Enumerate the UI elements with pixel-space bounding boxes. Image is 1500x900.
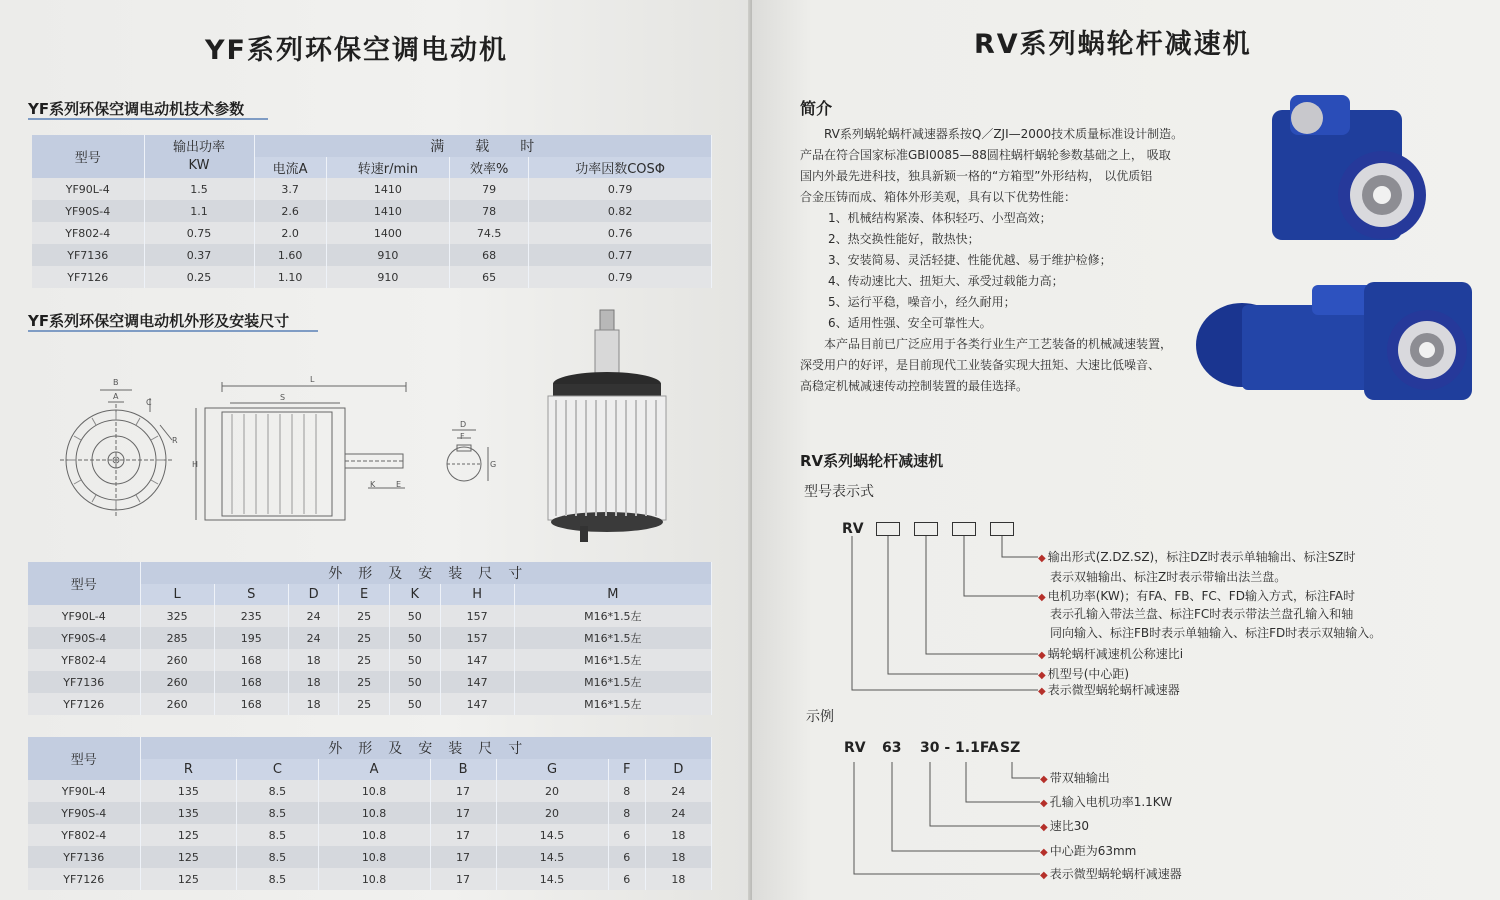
cell: 1.5 bbox=[144, 178, 254, 200]
cell: 125 bbox=[140, 846, 237, 868]
cell: 147 bbox=[440, 649, 514, 671]
label-f: F bbox=[460, 432, 465, 441]
table-row bbox=[28, 824, 712, 846]
cell: 50 bbox=[389, 605, 440, 627]
cell: 1.10 bbox=[254, 266, 326, 288]
diamond-bullet-icon: ◆ bbox=[1038, 686, 1046, 697]
cell: 50 bbox=[389, 671, 440, 693]
cell: 2.6 bbox=[254, 200, 326, 222]
label-a: A bbox=[113, 392, 119, 401]
cell: 8.5 bbox=[237, 780, 318, 802]
cell: 0.37 bbox=[144, 244, 254, 266]
cell: 78 bbox=[450, 200, 529, 222]
cell: 18 bbox=[645, 868, 711, 890]
cell: 168 bbox=[214, 693, 288, 715]
cell: YF7136 bbox=[28, 671, 140, 693]
cell: 2.0 bbox=[254, 222, 326, 244]
diamond-bullet-icon: ◆ bbox=[1038, 670, 1046, 681]
intro-line: 产品在符合国家标准GBI0085—88圆柱蜗杆蜗轮参数基础之上， 吸取 bbox=[800, 148, 1171, 162]
cell: YF802-4 bbox=[32, 222, 144, 244]
cell: 10.8 bbox=[318, 824, 430, 846]
diamond-bullet-icon: ◆ bbox=[1040, 822, 1048, 833]
diamond-bullet-icon: ◆ bbox=[1038, 592, 1046, 603]
cell: YF7126 bbox=[28, 693, 140, 715]
format-label-type bbox=[1038, 681, 1180, 701]
cell: 14.5 bbox=[496, 824, 608, 846]
dims2-col-header: B bbox=[430, 759, 496, 780]
cell: 25 bbox=[339, 693, 390, 715]
tech-power-header-1: 输出功率 bbox=[172, 139, 225, 155]
diamond-bullet-icon: ◆ bbox=[1038, 650, 1046, 661]
cell: YF802-4 bbox=[28, 824, 140, 846]
label-b: B bbox=[113, 378, 119, 387]
dims1-group-header: 外 形 及 安 装 尺 寸 bbox=[140, 562, 712, 584]
cell: 20 bbox=[496, 802, 608, 824]
diamond-bullet-icon: ◆ bbox=[1038, 553, 1046, 564]
dims1-col-header: D bbox=[288, 584, 339, 605]
cell: 17 bbox=[430, 780, 496, 802]
cell: 79 bbox=[450, 178, 529, 200]
cell: 135 bbox=[140, 802, 237, 824]
right-page bbox=[752, 0, 1500, 900]
diamond-bullet-icon: ◆ bbox=[1040, 774, 1048, 785]
cell: 157 bbox=[440, 627, 514, 649]
cell: 50 bbox=[389, 693, 440, 715]
table-row bbox=[28, 780, 712, 802]
label-k: K bbox=[370, 480, 376, 489]
cell: 8 bbox=[608, 780, 645, 802]
cell: 10.8 bbox=[318, 846, 430, 868]
shaft-section-drawing bbox=[447, 430, 488, 481]
dims1-col-header: S bbox=[214, 584, 288, 605]
dims2-col-header: A bbox=[318, 759, 430, 780]
cell: 1410 bbox=[326, 200, 449, 222]
intro-line: 合金压铸而成、箱体外形美观，具有以下优势性能： bbox=[800, 190, 1077, 204]
tech-params-title: YF系列环保空调电动机技术参数 bbox=[28, 100, 245, 118]
label-h: H bbox=[192, 460, 199, 469]
example-label-text: 带双轴输出 bbox=[1049, 771, 1110, 785]
cell: 8.5 bbox=[237, 846, 318, 868]
example-output: SZ bbox=[1000, 740, 1021, 756]
format-label-text: 表示微型蜗轮蜗杆减速器 bbox=[1047, 683, 1180, 697]
cell: 0.25 bbox=[144, 266, 254, 288]
label-d: D bbox=[460, 420, 467, 429]
label-l: L bbox=[310, 375, 315, 384]
cell: YF7126 bbox=[32, 266, 144, 288]
cell: 18 bbox=[288, 693, 339, 715]
tech-sub-header: 转速r/min bbox=[326, 157, 449, 178]
cell: 168 bbox=[214, 671, 288, 693]
cell: 10.8 bbox=[318, 868, 430, 890]
cell: 25 bbox=[339, 627, 390, 649]
cell: 20 bbox=[496, 780, 608, 802]
cell: 0.77 bbox=[529, 244, 712, 266]
tech-sub-header: 电流A bbox=[254, 157, 326, 178]
cell: M16*1.5左 bbox=[514, 649, 711, 671]
format-leader-lines bbox=[752, 0, 1500, 900]
tech-power-header-2: KW bbox=[188, 157, 210, 173]
format-label-output-cont: 表示双轴输出、标注Z时表示带输出法兰盘。 bbox=[1050, 570, 1287, 584]
cell: 260 bbox=[140, 671, 214, 693]
tech-full-load-header: 满 载 时 bbox=[254, 135, 712, 157]
label-g: G bbox=[490, 460, 497, 469]
cell: YF90S-4 bbox=[32, 200, 144, 222]
dims-title: YF系列环保空调电动机外形及安装尺寸 bbox=[28, 312, 290, 330]
cell: 10.8 bbox=[318, 802, 430, 824]
cell: 25 bbox=[339, 605, 390, 627]
table-row bbox=[28, 868, 712, 890]
cell: YF90L-4 bbox=[28, 780, 140, 802]
cell: 1.1 bbox=[144, 200, 254, 222]
table-row bbox=[28, 605, 712, 627]
table-row bbox=[28, 802, 712, 824]
cell: 24 bbox=[645, 780, 711, 802]
dims2-col-header: C bbox=[237, 759, 318, 780]
front-view-drawing bbox=[60, 390, 172, 516]
cell: 18 bbox=[288, 671, 339, 693]
label-e: E bbox=[396, 480, 402, 489]
dims1-col-header: H bbox=[440, 584, 514, 605]
cell: 147 bbox=[440, 671, 514, 693]
label-c: C bbox=[146, 398, 152, 407]
diamond-bullet-icon: ◆ bbox=[1040, 798, 1048, 809]
intro-line: RV系列蜗轮蜗杆减速器系按Q／ZJI—2000技术质量标准设计制造。 bbox=[824, 127, 1184, 141]
dims-table-1 bbox=[28, 562, 712, 715]
cell: 17 bbox=[430, 868, 496, 890]
cell: 0.75 bbox=[144, 222, 254, 244]
format-label-power bbox=[1038, 587, 1355, 607]
cell: 168 bbox=[214, 649, 288, 671]
cell: YF802-4 bbox=[28, 649, 140, 671]
dims2-col-header: F bbox=[608, 759, 645, 780]
cell: 74.5 bbox=[450, 222, 529, 244]
diamond-bullet-icon: ◆ bbox=[1040, 847, 1048, 858]
rv-main-title: RV系列蜗轮杆减速机 bbox=[974, 29, 1252, 60]
format-label-text: 机型号(中心距) bbox=[1047, 667, 1130, 681]
cell: 325 bbox=[140, 605, 214, 627]
yf-main-title: YF系列环保空调电动机 bbox=[205, 35, 508, 66]
rv-section-title: RV系列蜗轮杆减速机 bbox=[800, 452, 944, 470]
cell: 260 bbox=[140, 693, 214, 715]
cell: 135 bbox=[140, 780, 237, 802]
cell: 0.79 bbox=[529, 266, 712, 288]
cell: 8.5 bbox=[237, 868, 318, 890]
cell: 17 bbox=[430, 824, 496, 846]
format-label-power-cont: 表示孔输入带法兰盘、标注FC时表示带法兰盘孔输入和轴 bbox=[1050, 607, 1354, 621]
cell: 1410 bbox=[326, 178, 449, 200]
cell: M16*1.5左 bbox=[514, 605, 711, 627]
tech-sub-header: 效率% bbox=[450, 157, 529, 178]
cell: 0.79 bbox=[529, 178, 712, 200]
cell: 17 bbox=[430, 846, 496, 868]
table-row bbox=[28, 671, 712, 693]
cell: 18 bbox=[645, 824, 711, 846]
format-label-power-cont: 同向输入、标注FB时表示单轴输入、标注FD时表示双轴输入。 bbox=[1050, 626, 1382, 640]
cell: YF90S-4 bbox=[28, 627, 140, 649]
cell: 18 bbox=[645, 846, 711, 868]
format-label-output bbox=[1038, 548, 1356, 568]
cell: 910 bbox=[326, 244, 449, 266]
cell: 0.76 bbox=[529, 222, 712, 244]
dims2-model-header: 型号 bbox=[28, 737, 140, 780]
example-label-text: 速比30 bbox=[1049, 819, 1089, 833]
model-format-title: 型号表示式 bbox=[804, 484, 874, 500]
intro-line: 1、机械结构紧凑、体积轻巧、小型高效； bbox=[828, 211, 1052, 225]
example-title: 示例 bbox=[806, 709, 834, 725]
dims2-col-header: D bbox=[645, 759, 711, 780]
cell: 6 bbox=[608, 824, 645, 846]
cell: 65 bbox=[450, 266, 529, 288]
label-s: S bbox=[280, 393, 286, 402]
dims2-group-header: 外 形 及 安 装 尺 寸 bbox=[140, 737, 712, 759]
cell: M16*1.5左 bbox=[514, 693, 711, 715]
cell: YF90L-4 bbox=[28, 605, 140, 627]
cell: YF90S-4 bbox=[28, 802, 140, 824]
dims1-col-header: K bbox=[389, 584, 440, 605]
example-ratio-power: 30 - 1.1FA bbox=[920, 740, 999, 756]
intro-line: 5、运行平稳，噪音小，经久耐用； bbox=[828, 295, 1016, 309]
format-label-text: 电机功率(KW)；有FA、FB、FC、FD输入方式，标注FA时 bbox=[1047, 589, 1355, 603]
example-label-text: 中心距为63mm bbox=[1049, 844, 1137, 858]
cell: M16*1.5左 bbox=[514, 627, 711, 649]
intro-title: 简介 bbox=[800, 99, 833, 118]
table-row bbox=[28, 846, 712, 868]
table-row bbox=[28, 627, 712, 649]
tech-model-header: 型号 bbox=[32, 135, 144, 178]
intro-line: 4、传动速比大、扭矩大、承受过载能力高； bbox=[828, 274, 1064, 288]
cell: YF90L-4 bbox=[32, 178, 144, 200]
cell: 25 bbox=[339, 671, 390, 693]
example-label-type bbox=[1040, 865, 1182, 885]
dims1-col-header: E bbox=[339, 584, 390, 605]
cell: YF7136 bbox=[28, 846, 140, 868]
intro-line: 6、适用性强、安全可靠性大。 bbox=[828, 316, 992, 330]
cell: 10.8 bbox=[318, 780, 430, 802]
intro-line: 2、热交换性能好，散热快； bbox=[828, 232, 980, 246]
cell: 260 bbox=[140, 649, 214, 671]
cell: 0.82 bbox=[529, 200, 712, 222]
cell: YF7136 bbox=[32, 244, 144, 266]
intro-line: 本产品目前已广泛应用于各类行业生产工艺装备的机械减速装置， bbox=[824, 337, 1173, 351]
intro-line: 深受用户的好评，是目前现代工业装备实现大扭矩、大速比低噪音、 bbox=[800, 358, 1161, 372]
cell: 6 bbox=[608, 868, 645, 890]
intro-line: 国内外最先进科技，独具新颖一格的“方箱型”外形结构， 以优质铝 bbox=[800, 169, 1153, 183]
example-size: 63 bbox=[882, 740, 902, 756]
example-rv: RV bbox=[844, 740, 866, 756]
cell: 125 bbox=[140, 824, 237, 846]
tech-sub-header: 功率因数COSΦ bbox=[529, 157, 712, 178]
example-label-text: 孔输入电机功率1.1KW bbox=[1049, 795, 1173, 809]
label-r: R bbox=[172, 436, 178, 445]
cell: YF7126 bbox=[28, 868, 140, 890]
example-label-power bbox=[1040, 793, 1172, 813]
cell: 17 bbox=[430, 802, 496, 824]
cell: 14.5 bbox=[496, 868, 608, 890]
example-label-ratio bbox=[1040, 817, 1089, 837]
example-label-output bbox=[1040, 769, 1110, 789]
cell: 24 bbox=[645, 802, 711, 824]
cell: 6 bbox=[608, 846, 645, 868]
format-prefix: RV bbox=[842, 521, 864, 537]
cell: 1.60 bbox=[254, 244, 326, 266]
dims1-col-header: L bbox=[140, 584, 214, 605]
cell: 25 bbox=[339, 649, 390, 671]
cell: 195 bbox=[214, 627, 288, 649]
format-label-ratio bbox=[1038, 645, 1183, 665]
cell: 147 bbox=[440, 693, 514, 715]
cell: 8 bbox=[608, 802, 645, 824]
example-label-text: 表示微型蜗轮蜗杆减速器 bbox=[1049, 867, 1182, 881]
format-label-text: 输出形式(Z.DZ.SZ)，标注DZ时表示单轴输出、标注SZ时 bbox=[1047, 550, 1356, 564]
cell: M16*1.5左 bbox=[514, 671, 711, 693]
cell: 14.5 bbox=[496, 846, 608, 868]
diamond-bullet-icon: ◆ bbox=[1040, 870, 1048, 881]
dims2-col-header: R bbox=[140, 759, 237, 780]
cell: 18 bbox=[288, 649, 339, 671]
dims-table-2 bbox=[28, 737, 712, 890]
dims1-col-header: M bbox=[514, 584, 711, 605]
motor-drawings bbox=[0, 0, 752, 560]
format-label-text: 蜗轮蜗杆减速机公称速比i bbox=[1047, 647, 1184, 661]
dims1-model-header: 型号 bbox=[28, 562, 140, 605]
cell: 3.7 bbox=[254, 178, 326, 200]
cell: 8.5 bbox=[237, 824, 318, 846]
cell: 910 bbox=[326, 266, 449, 288]
side-view-drawing bbox=[196, 382, 406, 520]
cell: 235 bbox=[214, 605, 288, 627]
intro-line: 3、安装简易、灵活轻捷、性能优越、易于维护检修； bbox=[828, 253, 1112, 267]
cell: 68 bbox=[450, 244, 529, 266]
cell: 157 bbox=[440, 605, 514, 627]
cell: 1400 bbox=[326, 222, 449, 244]
intro-line: 高稳定机械减速传动控制装置的最佳选择。 bbox=[800, 379, 1029, 393]
cell: 50 bbox=[389, 649, 440, 671]
cell: 50 bbox=[389, 627, 440, 649]
side-view-fins bbox=[232, 414, 316, 514]
cell: 8.5 bbox=[237, 802, 318, 824]
cell: 24 bbox=[288, 627, 339, 649]
table-row bbox=[28, 693, 712, 715]
cell: 285 bbox=[140, 627, 214, 649]
dims2-col-header: G bbox=[496, 759, 608, 780]
example-label-size bbox=[1040, 842, 1136, 862]
table-row bbox=[28, 649, 712, 671]
cell: 24 bbox=[288, 605, 339, 627]
cell: 125 bbox=[140, 868, 237, 890]
